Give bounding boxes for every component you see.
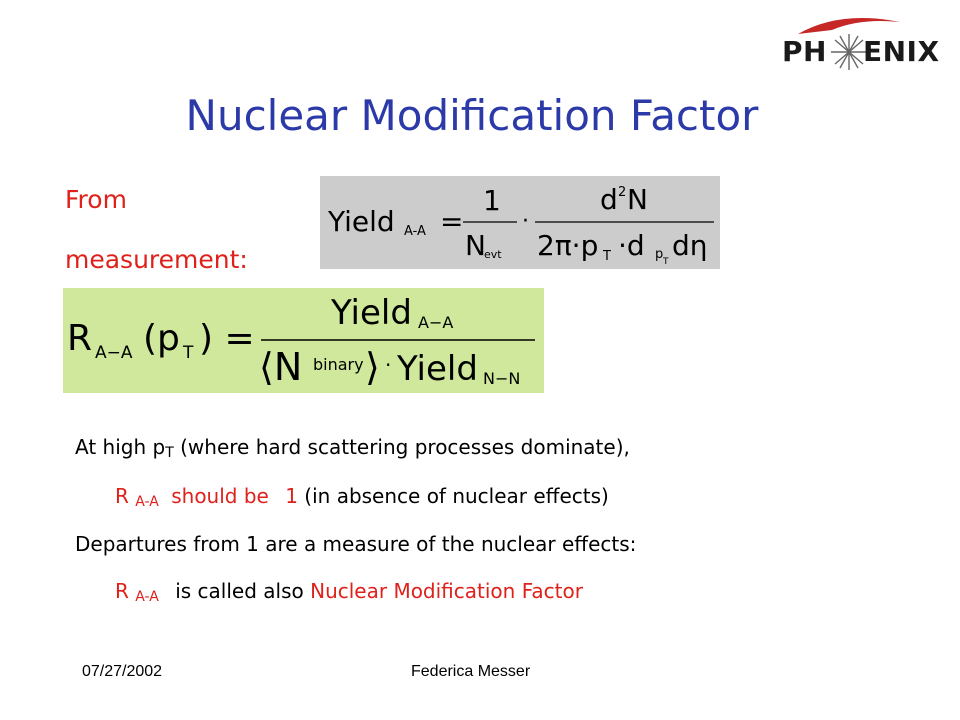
raa-num: Yield bbox=[331, 293, 412, 333]
from-label-line1: From bbox=[65, 185, 127, 214]
line2-sub: A-A bbox=[135, 494, 159, 510]
yield-den2-tail: dη bbox=[672, 229, 708, 262]
slide-title: Nuclear Modification Factor bbox=[185, 91, 759, 140]
line2-r: R bbox=[115, 484, 129, 508]
yield-den2: 2π·p bbox=[537, 229, 599, 262]
yield-den1: N bbox=[465, 229, 486, 262]
raa-paren: (p bbox=[143, 318, 180, 359]
raa-den-dot: · bbox=[385, 353, 392, 377]
raa-den-yield: Yield bbox=[397, 349, 478, 389]
raa-paren-sub: T bbox=[183, 343, 194, 363]
raa-den-sub: binary bbox=[313, 355, 364, 374]
yield-lhs: Yield bbox=[328, 205, 395, 238]
body-line-3: Departures from 1 are a measure of the nuclear effects: bbox=[75, 532, 637, 556]
line2-one: 1 bbox=[285, 484, 298, 508]
phenix-logo bbox=[780, 12, 945, 72]
yield-formula bbox=[320, 176, 720, 269]
yield-den2-sub2: p bbox=[655, 247, 664, 262]
raa-den-left: ⟨N bbox=[259, 345, 303, 389]
line4-r: R bbox=[115, 579, 129, 603]
raa-num-sub: A−A bbox=[418, 313, 454, 332]
line2-should-be: should be bbox=[171, 484, 269, 508]
body-line-2 bbox=[115, 486, 609, 509]
line2-rest: (in absence of nuclear effects) bbox=[304, 484, 609, 508]
logo-text-right: ENIX bbox=[863, 35, 940, 68]
line4-mid: is called also bbox=[175, 579, 304, 603]
line1-text-b: (where hard scattering processes dominate), bbox=[180, 435, 630, 459]
line4-sub: A-A bbox=[135, 589, 159, 605]
raa-paren-close: ) = bbox=[199, 318, 255, 359]
yield-num2: d bbox=[600, 183, 618, 216]
body-line-1 bbox=[75, 437, 630, 460]
yield-formula-box bbox=[320, 176, 720, 269]
line4-red-text: Nuclear Modification Factor bbox=[310, 579, 583, 603]
from-label-line2: measurement: bbox=[65, 245, 248, 274]
yield-eq: = bbox=[440, 205, 464, 238]
yield-num2-sup: 2 bbox=[618, 185, 627, 200]
yield-lhs-sub: A-A bbox=[404, 224, 426, 239]
raa-den-yield-sub: N−N bbox=[483, 369, 521, 388]
footer-author: Federica Messer bbox=[411, 663, 531, 680]
yield-num2-tail: N bbox=[627, 183, 648, 216]
footer-date: 07/27/2002 bbox=[82, 663, 163, 680]
logo-text-left: PH bbox=[782, 35, 827, 68]
line1-text-a: At high p bbox=[75, 435, 166, 459]
yield-dot: · bbox=[522, 209, 529, 234]
raa-den-right: ⟩ bbox=[365, 345, 380, 389]
yield-den2-mid: ·d bbox=[618, 229, 645, 262]
from-measurement-label bbox=[65, 170, 248, 290]
line1-sub: T bbox=[165, 445, 174, 461]
raa-lhs-sub: A−A bbox=[95, 343, 133, 363]
body-line-4 bbox=[115, 581, 583, 604]
yield-den2-sub: T bbox=[603, 249, 611, 264]
yield-den1-sub: evt bbox=[484, 248, 502, 261]
raa-formula bbox=[63, 288, 544, 393]
raa-lhs: R bbox=[67, 318, 93, 359]
yield-num1: 1 bbox=[483, 184, 501, 217]
raa-formula-box bbox=[63, 288, 544, 393]
yield-den2-sub3: T bbox=[663, 257, 669, 267]
